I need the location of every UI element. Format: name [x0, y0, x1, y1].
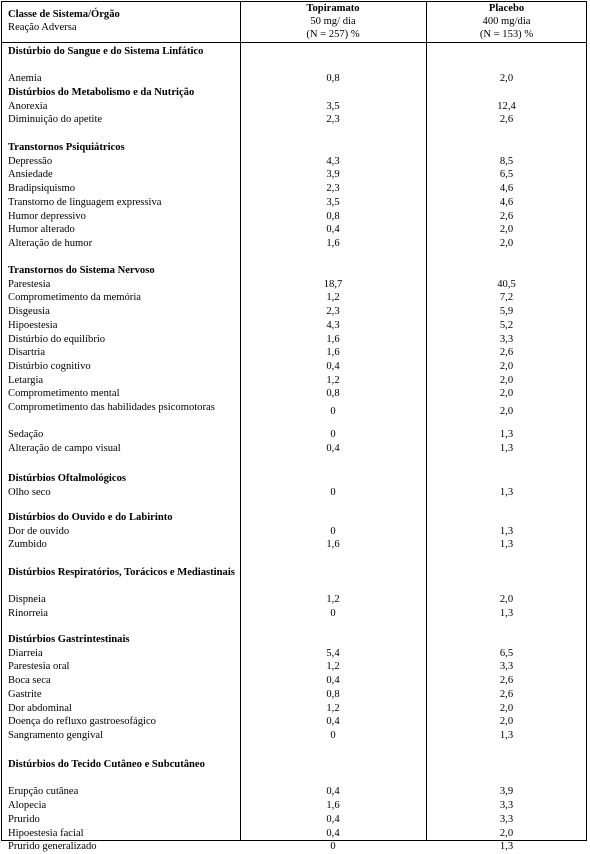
reaction-name: Dor abdominal: [8, 702, 72, 714]
placebo-value: 1,3: [499, 443, 514, 455]
reaction-name: Alteração de campo visual: [8, 443, 121, 455]
topiramato-value: 0: [330, 525, 336, 537]
placebo-value: 2,0: [499, 827, 514, 839]
reaction-name: Erupção cutânea: [8, 786, 79, 798]
placebo-value: 1,3: [499, 608, 514, 620]
reaction-name: Comprometimento das habilidades psicomotoras: [8, 402, 215, 413]
reaction-name: Olho seco: [8, 486, 51, 498]
reaction-name: Disartria: [8, 347, 46, 359]
placebo-value: 2,0: [499, 594, 514, 606]
placebo-value: 2,0: [499, 374, 514, 386]
reaction-name: Distúrbio do equilíbrio: [8, 333, 106, 345]
placebo-value: 2,0: [499, 73, 514, 85]
reaction-name: Boca seca: [8, 675, 51, 687]
placebo-value: 1,3: [499, 486, 514, 498]
placebo-value: 6,5: [499, 169, 514, 181]
header-divider: [1, 42, 587, 43]
reaction-name: Prurido: [8, 813, 40, 825]
placebo-value: 2,6: [499, 347, 514, 359]
placebo-value: 2,6: [499, 210, 514, 222]
placebo-value: 6,5: [499, 647, 514, 659]
placebo-value: 5,2: [499, 319, 514, 331]
reaction-name: Bradipsiquismo: [8, 183, 76, 195]
placebo-value: 4,6: [499, 183, 514, 195]
placebo-value: 2,0: [499, 224, 514, 236]
reaction-name: Distúrbio cognitivo: [8, 360, 91, 372]
topiramato-value: 0,4: [326, 716, 340, 728]
reaction-name: Humor depressivo: [8, 210, 86, 222]
section-title: Distúrbios do Tecido Cutâneo e Subcutâneo: [8, 759, 205, 770]
section-title: Transtornos Psiquiátricos: [8, 142, 125, 153]
reaction-name: Doença do refluxo gastroesofágico: [8, 716, 156, 728]
placebo-value: 3,9: [499, 786, 514, 798]
placebo-value: 2,6: [499, 114, 514, 126]
placebo-value: 12,4: [497, 100, 516, 112]
topiramato-value: 0,4: [326, 675, 340, 687]
placebo-value: 1,3: [499, 429, 514, 441]
placebo-value: 3,3: [499, 333, 514, 345]
topiramato-value: 1,2: [326, 292, 340, 304]
topiramato-value: 0: [330, 429, 336, 441]
placebo-value: 40,5: [497, 278, 516, 290]
placebo-value: 1,3: [499, 539, 514, 551]
topiramato-value: 1,2: [326, 661, 340, 673]
placebo-value: 4,6: [499, 196, 514, 208]
reaction-name: Parestesia oral: [8, 661, 70, 673]
topiramato-value: 0: [330, 406, 336, 417]
reaction-name: Anemia: [8, 73, 42, 85]
topiramato-value: 0,4: [326, 224, 340, 236]
topiramato-value: 1,6: [326, 237, 340, 249]
placebo-value: 2,0: [499, 406, 514, 417]
reaction-name: Alopecia: [8, 800, 47, 812]
reaction-name: Humor alterado: [8, 224, 75, 236]
topiramato-value: 0: [330, 486, 336, 498]
header-topiramato: Topiramato: [306, 3, 360, 14]
reaction-name: Sangramento gengival: [8, 729, 104, 741]
placebo-value: 1,3: [499, 525, 514, 537]
reaction-name: Letargia: [8, 374, 44, 386]
topiramato-value: 18,7: [323, 278, 343, 290]
reaction-name: Gastrite: [8, 688, 42, 700]
placebo-value: 2,0: [499, 360, 514, 372]
topiramato-value: 0: [330, 729, 336, 741]
topiramato-value: 0,8: [326, 73, 340, 85]
topiramato-value: 0,4: [326, 786, 340, 798]
topiramato-value: 1,2: [326, 374, 340, 386]
placebo-value: 2,0: [499, 388, 514, 400]
header-placebo-dose: 400 mg/dia: [482, 16, 531, 27]
reaction-name: Disgeusia: [8, 306, 50, 318]
section-title: Distúrbio do Sangue e do Sistema Linfático: [8, 46, 204, 57]
topiramato-value: 1,6: [326, 347, 340, 359]
reaction-name: Zumbido: [8, 539, 47, 551]
header-placebo: Placebo: [488, 3, 525, 14]
header-adverse-reaction: Reação Adversa: [8, 22, 77, 33]
topiramato-value: 5,4: [326, 647, 340, 659]
placebo-value: 8,5: [499, 155, 514, 167]
topiramato-value: 2,3: [326, 183, 340, 195]
header-system-organ-class: Classe de Sistema/Órgão: [8, 9, 120, 20]
section-title: Transtornos do Sistema Nervoso: [8, 265, 155, 276]
reaction-name: Comprometimento mental: [8, 388, 120, 400]
topiramato-value: 1,6: [326, 539, 340, 551]
topiramato-value: 0: [330, 841, 336, 853]
reaction-name: Diarreia: [8, 647, 43, 659]
reaction-name: Comprometimento da memória: [8, 292, 141, 304]
topiramato-value: 3,5: [326, 196, 340, 208]
header-topiramato-n: (N = 257) %: [306, 29, 360, 40]
reaction-name: Transtorno de linguagem expressiva: [8, 196, 162, 208]
placebo-value: 3,3: [499, 800, 514, 812]
section-title: Distúrbios Respiratórios, Torácicos e Mediastinais: [8, 567, 235, 578]
topiramato-value: 0,8: [326, 210, 340, 222]
topiramato-value: 3,5: [326, 100, 340, 112]
reaction-name: Parestesia: [8, 278, 51, 290]
topiramato-value: 0,4: [326, 443, 340, 455]
placebo-value: 7,2: [499, 292, 514, 304]
topiramato-value: 2,3: [326, 306, 340, 318]
reaction-name: Alteração de humor: [8, 237, 93, 249]
topiramato-value: 2,3: [326, 114, 340, 126]
placebo-value: 2,6: [499, 688, 514, 700]
placebo-value: 1,3: [499, 729, 514, 741]
section-title: Distúrbios Oftalmológicos: [8, 473, 127, 484]
reaction-name: Dispneia: [8, 594, 46, 606]
placebo-value: 2,0: [499, 702, 514, 714]
reaction-name: Dor de ouvido: [8, 525, 70, 537]
topiramato-value: 0: [330, 608, 336, 620]
header-topiramato-dose: 50 mg/ dia: [310, 16, 356, 27]
header-placebo-n: (N = 153) %: [479, 29, 534, 40]
topiramato-value: 0,4: [326, 360, 340, 372]
topiramato-value: 3,9: [326, 169, 340, 181]
reaction-name: Hipoestesia facial: [8, 827, 84, 839]
reaction-name: Sedação: [8, 429, 44, 441]
placebo-value: 2,6: [499, 675, 514, 687]
topiramato-value: 0,4: [326, 813, 340, 825]
section-title: Distúrbios do Metabolismo e da Nutrição: [8, 87, 195, 98]
section-title: Distúrbios Gastrintestinais: [8, 634, 130, 645]
topiramato-value: 0,4: [326, 827, 340, 839]
topiramato-value: 0,8: [326, 388, 340, 400]
reaction-name: Anorexia: [8, 100, 48, 112]
topiramato-value: 0,8: [326, 688, 340, 700]
placebo-value: 1,3: [499, 841, 514, 853]
reaction-name: Ansiedade: [8, 169, 53, 181]
reaction-name: Rinorreia: [8, 608, 49, 620]
placebo-value: 5,9: [499, 306, 514, 318]
reaction-name: Depressão: [8, 155, 53, 167]
placebo-value: 2,0: [499, 237, 514, 249]
topiramato-value: 1,2: [326, 594, 340, 606]
topiramato-value: 1,6: [326, 333, 340, 345]
placebo-value: 2,0: [499, 716, 514, 728]
topiramato-value: 4,3: [326, 319, 340, 331]
placebo-value: 3,3: [499, 813, 514, 825]
reaction-name: Hipoestesia: [8, 319, 58, 331]
placebo-value: 3,3: [499, 661, 514, 673]
topiramato-value: 4,3: [326, 155, 340, 167]
section-title: Distúrbios do Ouvido e do Labirinto: [8, 512, 173, 523]
topiramato-value: 1,6: [326, 800, 340, 812]
topiramato-value: 1,2: [326, 702, 340, 714]
reaction-name: Diminuição do apetite: [8, 114, 103, 126]
reaction-name: Prurido generalizado: [8, 841, 97, 853]
